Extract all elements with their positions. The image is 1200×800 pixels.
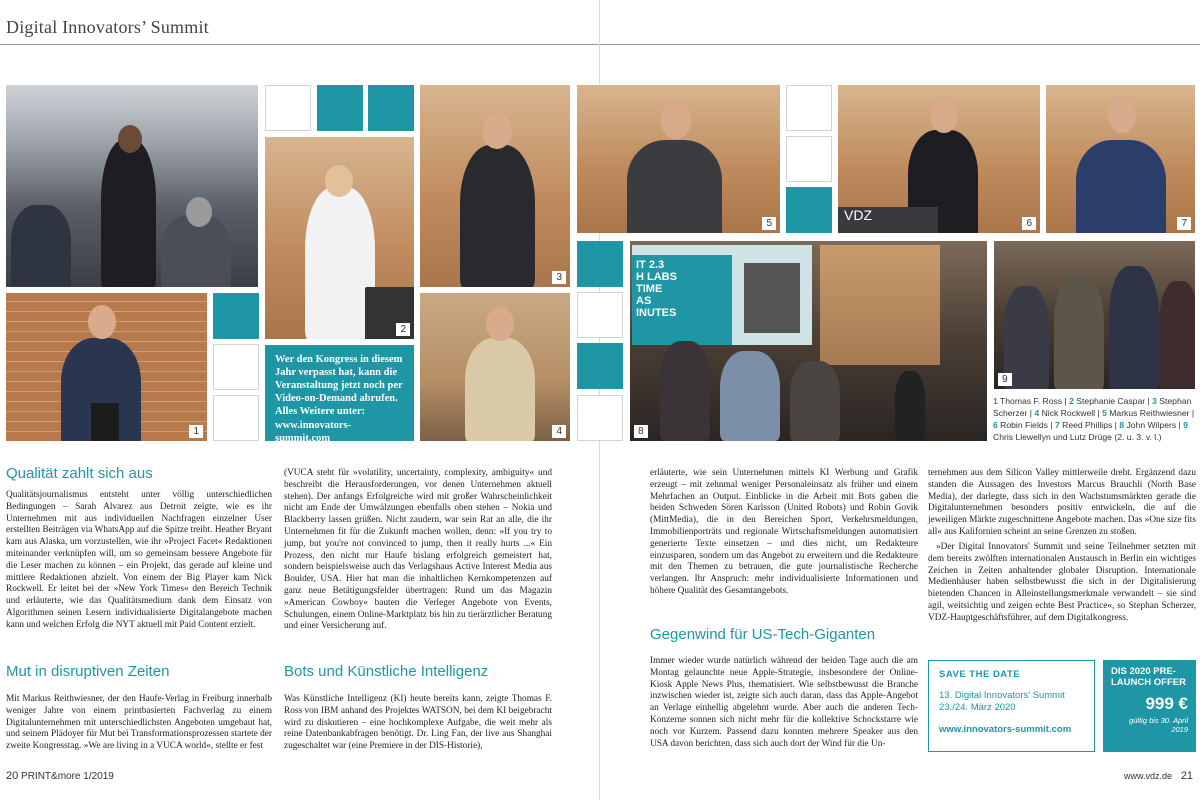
photo-number: 7 (1177, 217, 1191, 230)
photo-number: 1 (189, 425, 203, 438)
paragraph-gegenwind: Immer wieder wurde natürlich während der beiden Tage auch die am Montag gelaunchte neue Apple-Strategie, insbesondere der Online-Kiosk Apple News Plus, thematisiert. Wie selbstbewusst die Branche inzwischen wieder ist, zeigte sich auch daran, dass das Apple-Angebot an Verlage einhellig abgelehnt wurde. Aber auch die anderen Tech-Konzerne sonnen sich nicht mehr für die kollektive Schockstarre wie noch vor Kurzem. Passend dazu konnten mehrere Speaker aus den USA davon berichten, dass sich auch dort der Wind für die Un- (650, 656, 918, 749)
stage-badge: VDZ (838, 207, 938, 233)
deco-square (265, 85, 311, 131)
deco-square (786, 187, 832, 233)
deco-square (577, 343, 623, 389)
promo-text: Wer den Kongress in diesem Jahr verpasst hat, kann die Veranstaltung jetzt noch per Video-on-Demand abrufen. Alles Weitere unter: (275, 354, 403, 417)
photo-6 (838, 85, 1040, 233)
deco-square (213, 344, 259, 390)
photo-number: 9 (998, 373, 1012, 386)
photo-number: 4 (552, 425, 566, 438)
photo-5 (577, 85, 780, 233)
deco-square (786, 85, 832, 131)
video-promo-box (265, 345, 414, 444)
photo-3 (420, 85, 570, 287)
save-the-date-box (928, 660, 1095, 752)
paragraph-mut: Mit Markus Reithwiesner, der den Haufe-Verlag in Freiburg innerhalb weniger Jahre von einem printbasierten Fachverlag zu einem Digitalunternehmen mit unterschiedlichsten Angeboten umgebaut hat, und seinem Plädoyer für Mut bei Transformationsprozessen startete der zweite Kongresstag. »We are living in a VUCA world«, stellte er fest (6, 694, 272, 752)
paragraph-ki: erläuterte, wie sein Unternehmen mittels KI Werbung und Grafik erzeugt – mit zehnmal weniger Personaleinsatz als früher und einem Mehrfachen an Output. Einblicke in die Arbeit mit Bots gaben die beiden Schweden Sören Karlsson (United Robots) und Robin Govik (MittMedia), die in den Bereichen Sport, Verkehrsmeldungen, Immobilienporträts und regionale Wirtschaftsmeldungen automatisiert generierte Texte einsetzen – und dies nicht, um Redakteure einzusparen, sondern um das Angebot zu erweitern und die Redakteure mit den Themen zu betrauen, die gute journalistische Recherche verlangen. Ihr Anspruch: mehr individualisierte Informationen und höhere Qualität des Gesamtangebots. (650, 468, 918, 596)
paragraph-summit: »Der Digital Innovators' Summit und seine Teilnehmer setzten mit dem bereits zwölften internationalen Austausch in Berlin ein wichtiges Zeichen in Zeiten anhaltender globaler Disruption. Internationale Medienhäuser haben selbstbewusst die sich in der Digitalisierung bietenden Chancen in Alleinstellungsmerkmale verwandelt – sie sind agil, weitsichtig und zeigen echte Best Practice«, so Stephan Scherzer, VDZ-Hauptgeschäftsführer, auf dem Digitalkongress. (928, 542, 1196, 623)
photo-audience (6, 85, 258, 287)
footer-right (1124, 770, 1193, 782)
offer-price: 999 € (1145, 694, 1188, 713)
pre-launch-offer-box (1103, 660, 1196, 752)
header-rule (0, 44, 1200, 45)
photo-7 (1046, 85, 1195, 233)
paragraph-qualitaet: Qualitätsjournalismus entsteht unter völlig unterschiedlichen Bedingungen – Sarah Alvarez aus Detroit zeigte, wie es ihr Unternehmen mit aus individuellen Nachfragen einzelner User erstellten Beiträgen via WhatsApp auf die Spitze treibt. Heather Bryant kam aus Alaska, um vorzustellen, wie ihr »Project Facet« Redaktionen miteinander verknüpfen will, um so gemeinsam bessere Angebote für die Leser machen zu können – ein Projekt, das gerade auf kleine und mittlere Redaktionen abzielt. Von einem der Big Player kam Nick Rockwell. Er leitet bei der »New York Times« den Bereich Technik und erläuterte, wie das Qualitätsmedium dank dem Einsatz von Algorithmen seinen Lesern individualisierte Digitalangebote machen kann und welchen Erfolg die NYT aktuell mit Paid Content erzielt. (6, 490, 272, 630)
save-the-date-title: SAVE THE DATE (939, 669, 1021, 680)
deco-square (786, 136, 832, 182)
promo-link[interactable]: www.innovators-summit.com (275, 420, 352, 444)
paragraph-silicon: ternehmen aus dem Silicon Valley mittlerweile dreht. Ergänzend dazu standen die Aussagen des Investors Marcus Brauchli (North Base Media), der darlegte, dass sich in den Wachstumsmärkten gerade die Digitalunternehmen besonders positiv entwickeln, die auf die jeweiligen Märkte zugeschnittene Angebote machen. Das »One size fits all« aus Kalifornien scheint an seine Grenzen zu stoßen. (928, 468, 1196, 537)
photo-number: 6 (1022, 217, 1036, 230)
heading-bots: Bots und Künstliche Intelligenz (284, 663, 489, 680)
save-the-date-details: 13. Digital Innovators’ Summit 23./24. März 2020 (939, 690, 1065, 713)
offer-validity: gültig bis 30. April 2019 (1129, 716, 1188, 734)
photo-2 (265, 137, 414, 339)
footer-url[interactable]: www.vdz.de (1124, 771, 1173, 781)
deco-square (577, 395, 623, 441)
heading-qualitaet: Qualität zahlt sich aus (6, 465, 153, 482)
deco-square (368, 85, 414, 131)
photo-8 (630, 241, 987, 441)
lectern (91, 403, 119, 441)
heading-mut: Mut in disruptiven Zeiten (6, 663, 170, 680)
screen: IT 2.3 H LABS TIME AS INUTES (632, 245, 812, 345)
photo-number: 8 (634, 425, 648, 438)
deco-square (577, 241, 623, 287)
page-number-left: 20 (6, 770, 19, 782)
photo-1 (6, 293, 207, 441)
photo-captions: 1 Thomas F. Ross | 2 Stephanie Caspar | 3 Stephan Scherzer | 4 Nick Rockwell | 5 Markus Reithwiesner | 6 Robin Fields | 7 Reed Phillips | 8 John Wilpers | 9 Chris Llewellyn und Lutz Drüge (2. u. 3. v. l.) (993, 396, 1195, 442)
page-number-right: 21 (1180, 770, 1194, 782)
deco-square (213, 293, 259, 339)
photo-9 (994, 241, 1195, 389)
photo-number: 3 (552, 271, 566, 284)
footer-left (6, 770, 114, 782)
page-header-title: Digital Innovators’ Summit (6, 17, 209, 37)
photo-number: 2 (396, 323, 410, 336)
paragraph-vuca: (VUCA steht für »volatility, uncertainty, complexity, ambiguity« und beschreibt die Herausforderungen, vor denen Unternehmen aktuell stehen). Der anfangs Erfolgreiche wird mit großer Wahrscheinlichkeit nicht am Ende der Umwälzungen ebenfalls oben stehen – Nokia und Blackberry lassen grüßen. Nicht zaudern, war sein Rat an alle, die ihr Unternehmen fit für die Zukunft machen wollen, denn: »If you try to jump, but you're not convinced to jump, then it really hurts ...« Ein Prozess, den nicht nur Haufe bislang erfolgreich gemeistert hat, sondern beispielsweise auch das Verlagshaus Active Interest Media aus Boulder, USA. Hier hat man die inhaltlichen Kernkompetenzen auf ganz neue Betätigungsfelder übertragen: Rund um das Magazin »American Cowboy« bauten die Verleger Angebote von Events, Schulungen, einem Online-Marktplatz bis hin zu tierärztlicher Beratung und einer Versicherung auf. (284, 468, 552, 632)
deco-square (317, 85, 363, 131)
heading-gegenwind: Gegenwind für US-Tech-Giganten (650, 626, 876, 643)
paragraph-bots: Was Künstliche Intelligenz (KI) heute bereits kann, zeigte Thomas F. Ross von IBM anhand des Projektes WATSON, bei dem KI beigebracht wird zu diskutieren – eine hochkomplexe Aufgabe, die weit mehr als reine Datenbankabfragen benötigt. Dr. Ling Fan, der live aus Shanghai zugeschaltet war (eine Premiere in der DIS-Historie), (284, 694, 552, 752)
deco-square (577, 292, 623, 338)
magazine-name: PRINT&more (21, 771, 81, 782)
photo-number: 5 (762, 217, 776, 230)
deco-square (213, 395, 259, 441)
offer-title: DIS 2020 PRE-LAUNCH OFFER (1111, 666, 1186, 688)
save-the-date-link[interactable]: www.innovators-summit.com (939, 724, 1072, 735)
photo-4 (420, 293, 570, 441)
issue-number: 1/2019 (83, 771, 114, 782)
